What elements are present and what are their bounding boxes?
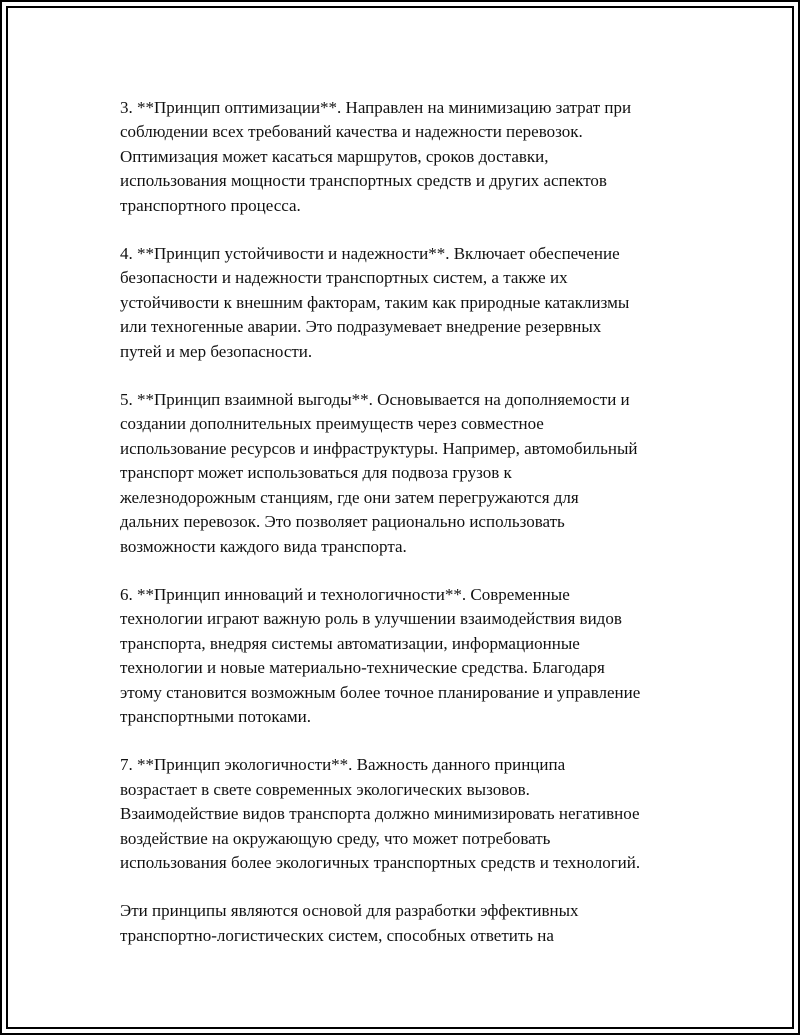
paragraph-principle-6: [120, 583, 710, 729]
text-line: транспортными потоками.: [120, 706, 311, 726]
text-line: возможности каждого вида транспорта.: [120, 536, 407, 556]
paragraph-principle-5: [120, 388, 710, 559]
text-line: использования более экологичных транспортных средств и технологий.: [120, 852, 641, 872]
text-line: использование ресурсов и инфраструктуры. Например, автомобильный: [120, 438, 638, 458]
text-line: Эти принципы являются основой для разработки эффективных: [120, 901, 579, 921]
text-line: технологии и новые материально-технические средства. Благодаря: [120, 658, 605, 678]
text-line: транспортного процесса.: [120, 195, 301, 215]
paragraph-principle-3: [120, 96, 710, 218]
text-line: транспортно-логистических систем, способных ответить на: [120, 925, 554, 945]
text-line: дальних перевозок. Это позволяет рационально использовать: [120, 512, 565, 532]
text-line: транспорта, внедряя системы автоматизации, информационные: [120, 633, 580, 653]
text-line: железнодорожным станциям, где они затем перегружаются для: [120, 487, 579, 507]
text-line: устойчивости к внешним факторам, таким как природные катаклизмы: [120, 292, 630, 312]
text-line: безопасности и надежности транспортных систем, а также их: [120, 268, 568, 288]
text-line: этому становится возможным более точное планирование и управление: [120, 682, 641, 702]
document-body: [120, 96, 710, 972]
text-line: Взаимодействие видов транспорта должно минимизировать негативное: [120, 804, 640, 824]
paragraph-principle-4: [120, 242, 710, 364]
text-line: Оптимизация может касаться маршрутов, сроков доставки,: [120, 146, 549, 166]
text-line: или техногенные аварии. Это подразумевает внедрение резервных: [120, 317, 602, 337]
text-line: возрастает в свете современных экологических вызовов.: [120, 779, 530, 799]
text-line: соблюдении всех требований качества и надежности перевозок.: [120, 122, 583, 142]
text-line: технологии играют важную роль в улучшении взаимодействия видов: [120, 609, 622, 629]
paragraph-conclusion: [120, 899, 710, 948]
text-line: 3. **Принцип оптимизации**. Направлен на минимизацию затрат при: [120, 98, 632, 117]
text-line: воздействие на окружающую среду, что может потребовать: [120, 828, 551, 848]
text-line: создании дополнительных преимуществ через совместное: [120, 414, 544, 434]
paragraph-principle-7: [120, 753, 710, 875]
text-line: 6. **Принцип инноваций и технологичности**. Современные: [120, 584, 570, 604]
text-line: 7. **Принцип экологичности**. Важность данного принципа: [120, 755, 566, 775]
text-line: 5. **Принцип взаимной выгоды**. Основывается на дополняемости и: [120, 390, 630, 410]
text-line: 4. **Принцип устойчивости и надежности**. Включает обеспечение: [120, 244, 620, 264]
text-line: путей и мер безопасности.: [120, 341, 313, 361]
text-line: использования мощности транспортных средств и других аспектов: [120, 171, 607, 191]
text-line: транспорт может использоваться для подвоза грузов к: [120, 463, 512, 483]
